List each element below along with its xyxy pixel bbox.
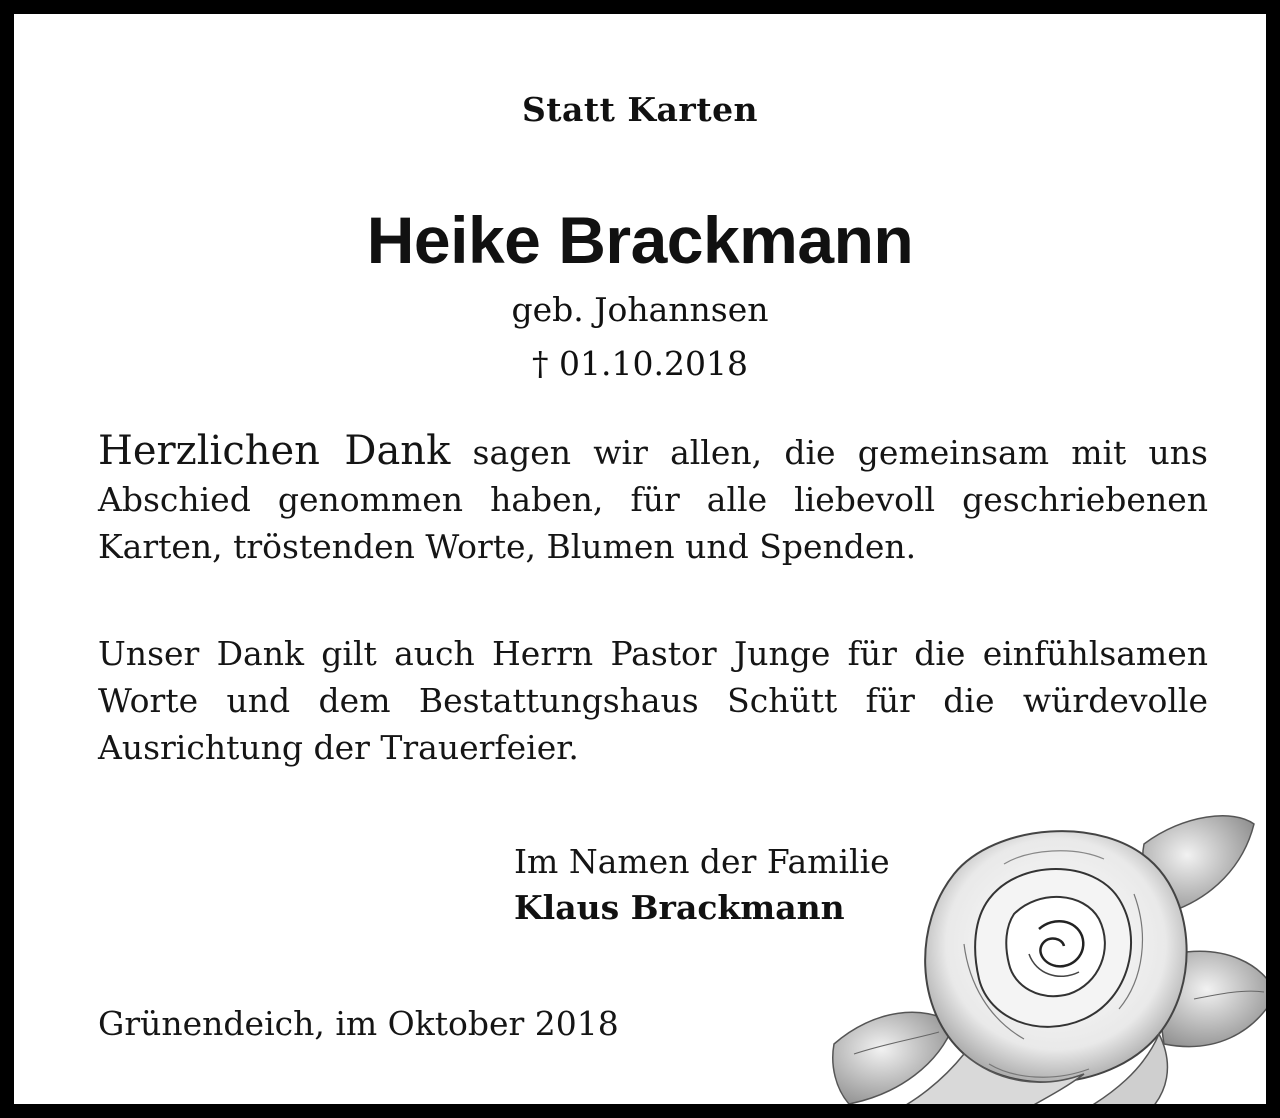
place-date: Grünendeich, im Oktober 2018 xyxy=(98,1004,619,1043)
acknowledgement-paragraph: Unser Dank gilt auch Herrn Pastor Junge für die einfühlsamen Worte und dem Bestattungshaus Schütt für die würdevolle Ausrichtung der Trauerfeier. xyxy=(98,634,1208,767)
thanks-lead: Herzlichen Dank xyxy=(98,428,451,474)
deceased-name: Heike Brackmann xyxy=(366,203,914,277)
signature-name: Klaus Brackmann xyxy=(514,888,845,927)
thanks-paragraph xyxy=(98,428,1208,570)
signature-intro: Im Namen der Familie xyxy=(514,842,890,881)
header-statt-karten: Statt Karten xyxy=(521,90,759,129)
thanks-text: sagen wir allen, die gemeinsam mit uns Abschied genommen haben, für alle liebevoll geschriebenen Karten, tröstenden Worte, Blumen und Spenden. xyxy=(98,433,1208,566)
maiden-name: geb. Johannsen xyxy=(511,290,769,329)
death-date: † 01.10.2018 xyxy=(532,344,748,383)
